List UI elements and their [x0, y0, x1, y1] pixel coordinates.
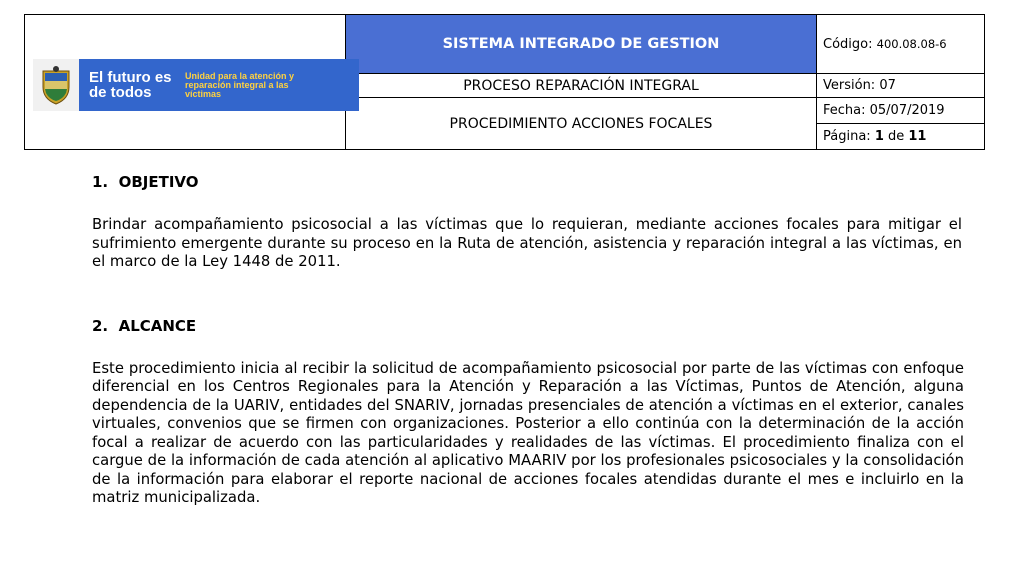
- logo-tagline: El futuro es de todos: [89, 69, 172, 101]
- code-label: Código:: [823, 36, 873, 52]
- institution-logo: [33, 59, 359, 111]
- date: Fecha: 05/07/2019: [817, 98, 984, 124]
- date-page-cell: [817, 98, 985, 150]
- page-current: 1: [874, 129, 884, 144]
- section-heading-objetivo: 1. OBJETIVO: [92, 173, 199, 191]
- page-total: 11: [908, 129, 927, 144]
- logo-unit-name: Unidad para la atención y reparación integral a las víctimas: [185, 70, 295, 99]
- code-cell: [817, 15, 985, 74]
- document-header-table: [24, 14, 985, 150]
- document-body: [92, 172, 962, 508]
- process-name: PROCESO REPARACIÓN INTEGRAL: [346, 74, 817, 98]
- page-label: Página:: [823, 129, 871, 144]
- procedure-name: PROCEDIMIENTO ACCIONES FOCALES: [346, 98, 817, 150]
- page-number: [817, 124, 984, 149]
- section-body-alcance: Este procedimiento inicia al recibir la solicitud de acompañamiento psicosocial por parte de las víctimas con enfoque diferencial en los Centros Regionales para la Atención y Reparación a las Víctimas, Puntos de Atención, alguna dependencia de la UARIV, entidades del SNARIV, jornadas presenciales de atención a víctimas en el exterior, canales virtuales, convenios que se firmen con organizaciones. Posterior a ello continúa con la determinación de la acción focal a realizar de acuerdo con las particularidades y realidades de las víctimas. El procedimiento finaliza con el cargue de la información de cada atención al aplicativo MAARIV por los profesionales psicosociales y la consolidación de la información para elaborar el reporte nacional de acciones focales atendidas durante el mes e incluirlo en la matriz municipalizada.: [92, 359, 964, 506]
- system-title: SISTEMA INTEGRADO DE GESTION: [346, 15, 817, 74]
- section-body-objetivo: Brindar acompañamiento psicosocial a las víctimas que lo requieran, mediante acciones focales para mitigar el sufrimiento emergente durante su proceso en la Ruta de atención, asistencia y reparación integral a las víctimas, en el marco de la Ley 1448 de 2011.: [92, 216, 962, 270]
- section-heading-alcance: 2. ALCANCE: [92, 316, 197, 335]
- code-value: 400.08.08-6: [876, 36, 947, 51]
- logo-cell: [25, 15, 346, 150]
- version: Versión: 07: [817, 74, 985, 98]
- page-of: de: [888, 129, 905, 144]
- coat-of-arms-icon: [33, 59, 79, 111]
